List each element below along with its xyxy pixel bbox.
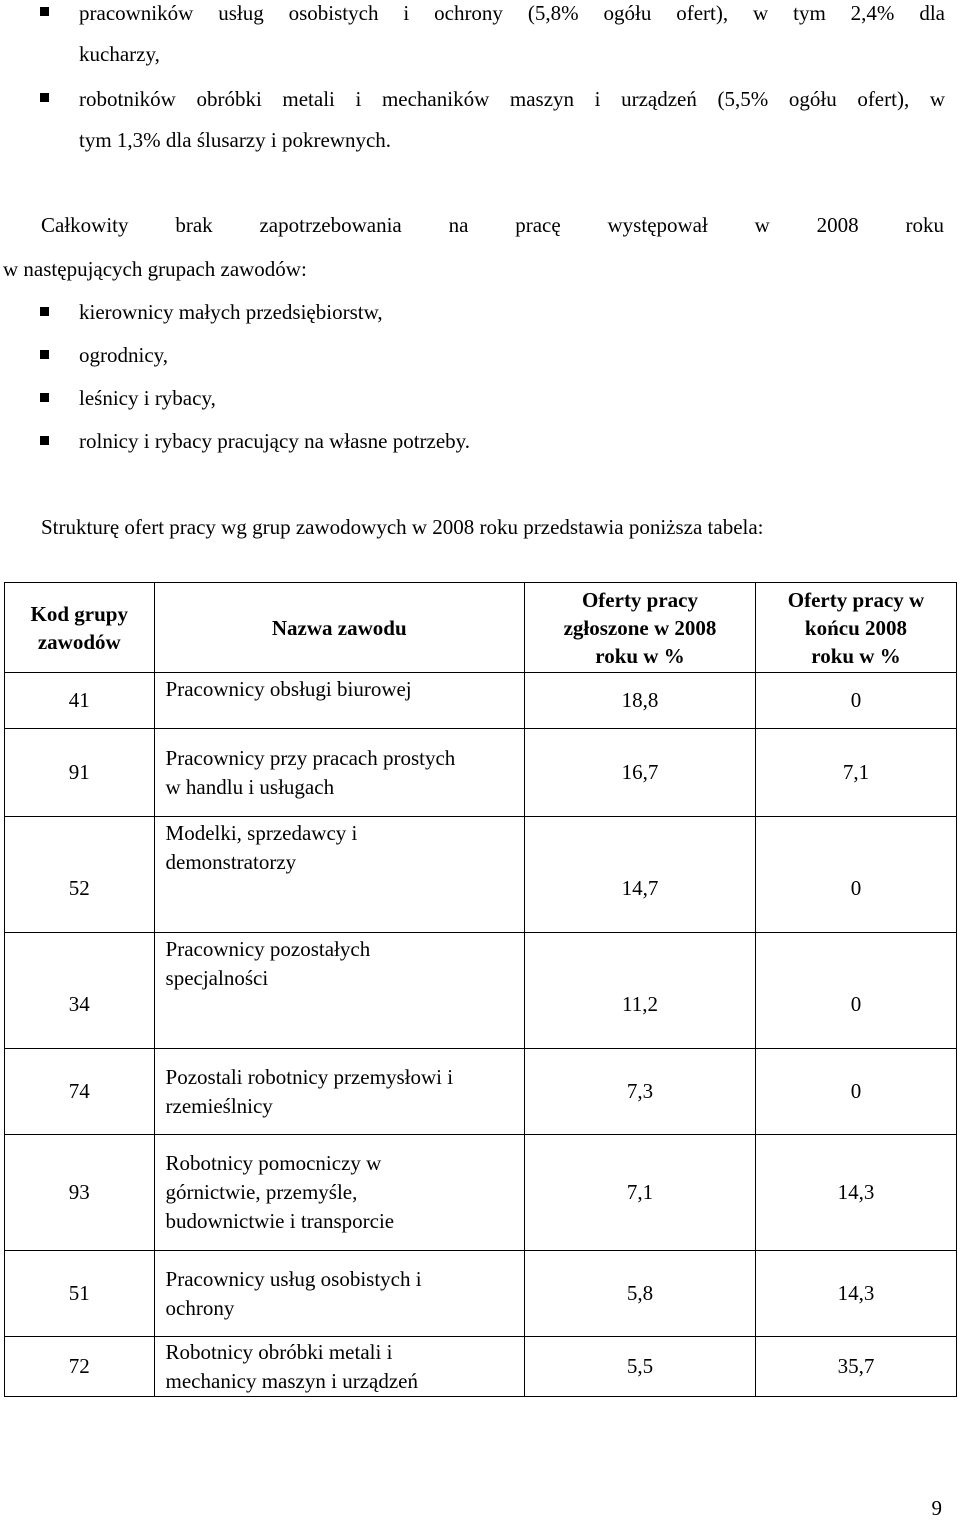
bullet-marker [40, 393, 49, 402]
table-header-row [5, 583, 957, 673]
cell-offers-submitted: 5,5 [525, 1337, 756, 1397]
table-row [5, 933, 957, 1049]
intro-bullet-2-line-1: robotników obróbki metali i mechaników maszyn i urządzeń (5,5% ogółu ofert), w [79, 87, 945, 111]
bullet-marker [40, 93, 49, 102]
cell-name-line: budownictwie i transporcie [165, 1209, 395, 1233]
cell-offers-submitted: 5,8 [525, 1251, 756, 1337]
cell-offers-submitted: 14,7 [525, 817, 756, 933]
cell-name-line: Modelki, sprzedawcy i [165, 821, 358, 845]
header-code [5, 583, 155, 673]
cell-name-line: rzemieślnicy [165, 1093, 273, 1118]
occupation-list-item: leśnicy i rybacy, [79, 386, 216, 410]
header-code-line: Kod grupy [30, 601, 128, 626]
cell-name [154, 673, 525, 729]
header-offers-end-line: Oferty pracy w [787, 587, 925, 612]
occupation-list-item: ogrodnicy, [79, 343, 169, 367]
header-name-text: Nazwa zawodu [271, 615, 407, 640]
cell-name-line: Robotnicy pomocniczy w [165, 1151, 382, 1175]
table-row [5, 1049, 957, 1135]
table-row [5, 1251, 957, 1337]
header-offers-submitted [525, 583, 756, 673]
bullet-marker [40, 7, 49, 16]
cell-code: 93 [5, 1135, 155, 1251]
cell-name-line: Pracownicy pozostałych [165, 937, 371, 961]
table-row [5, 1135, 957, 1251]
cell-name [154, 933, 525, 1049]
bullet-marker [40, 307, 49, 316]
intro-bullet-1-line-1: pracowników usług osobistych i ochrony (5,8% ogółu ofert), w tym 2,4% dla [79, 1, 945, 25]
cell-name [154, 1337, 525, 1397]
cell-name-line: w handlu i usługach [165, 774, 335, 799]
cell-offers-end: 7,1 [755, 729, 956, 817]
cell-offers-end: 14,3 [755, 1251, 956, 1337]
header-offers-submitted-line: roku w % [595, 643, 685, 668]
page-number: 9 [931, 1496, 942, 1520]
cell-code: 34 [5, 933, 155, 1049]
occupation-list-item: kierownicy małych przedsiębiorstw, [79, 300, 383, 324]
cell-code: 74 [5, 1049, 155, 1135]
cell-name [154, 1251, 525, 1337]
occupation-list-item: rolnicy i rybacy pracujący na własne potrzeby. [79, 429, 471, 453]
cell-name-line: górnictwie, przemyśle, [165, 1180, 358, 1204]
cell-offers-submitted: 7,3 [525, 1049, 756, 1135]
cell-name-line: specjalności [165, 966, 269, 990]
cell-name [154, 817, 525, 933]
table-row [5, 729, 957, 817]
table-row [5, 1337, 957, 1397]
header-code-line: zawodów [37, 629, 121, 654]
cell-name-line: demonstratorzy [165, 850, 297, 874]
cell-code: 52 [5, 817, 155, 933]
cell-offers-end: 0 [755, 673, 956, 729]
header-name [154, 583, 525, 673]
cell-offers-submitted: 18,8 [525, 673, 756, 729]
cell-offers-submitted: 11,2 [525, 933, 756, 1049]
cell-offers-submitted: 16,7 [525, 729, 756, 817]
cell-code: 91 [5, 729, 155, 817]
cell-offers-end: 0 [755, 817, 956, 933]
cell-name [154, 729, 525, 817]
header-offers-submitted-line: zgłoszone w 2008 [563, 615, 717, 640]
cell-code: 51 [5, 1251, 155, 1337]
cell-offers-submitted: 7,1 [525, 1135, 756, 1251]
cell-name-line: Pracownicy przy pracach prostych [165, 745, 456, 770]
cell-offers-end: 0 [755, 1049, 956, 1135]
paragraph-1-line-1: Całkowity brak zapotrzebowania na pracę występował w 2008 roku [41, 213, 944, 237]
cell-offers-end: 14,3 [755, 1135, 956, 1251]
cell-name-line: Pracownicy obsługi biurowej [165, 677, 412, 701]
bullet-marker [40, 436, 49, 445]
cell-offers-end: 35,7 [755, 1337, 956, 1397]
header-offers-submitted-line: Oferty pracy [581, 587, 699, 612]
table-row [5, 673, 957, 729]
cell-name-line: Pracownicy usług osobistych i [165, 1266, 422, 1291]
cell-name-line: ochrony [165, 1295, 235, 1320]
intro-bullet-1-line-2: kucharzy, [79, 42, 160, 66]
table-intro-paragraph: Strukturę ofert pracy wg grup zawodowych w 2008 roku przedstawia poniższa tabela: [41, 515, 764, 539]
header-offers-end-line: końcu 2008 [804, 615, 908, 640]
cell-name [154, 1049, 525, 1135]
cell-name-line: mechanicy maszyn i urządzeń [165, 1368, 418, 1393]
job-offers-table [4, 582, 957, 1397]
cell-name [154, 1135, 525, 1251]
header-offers-end [755, 583, 956, 673]
cell-offers-end: 0 [755, 933, 956, 1049]
header-offers-end-line: roku w % [811, 643, 901, 668]
cell-name-line: Pozostali robotnicy przemysłowi i [165, 1064, 454, 1089]
bullet-marker [40, 350, 49, 359]
cell-code: 72 [5, 1337, 155, 1397]
table-row [5, 817, 957, 933]
paragraph-1-line-2: w następujących grupach zawodów: [3, 257, 307, 281]
cell-code: 41 [5, 673, 155, 729]
intro-bullet-2-line-2: tym 1,3% dla ślusarzy i pokrewnych. [79, 128, 392, 152]
cell-name-line: Robotnicy obróbki metali i [165, 1339, 393, 1364]
